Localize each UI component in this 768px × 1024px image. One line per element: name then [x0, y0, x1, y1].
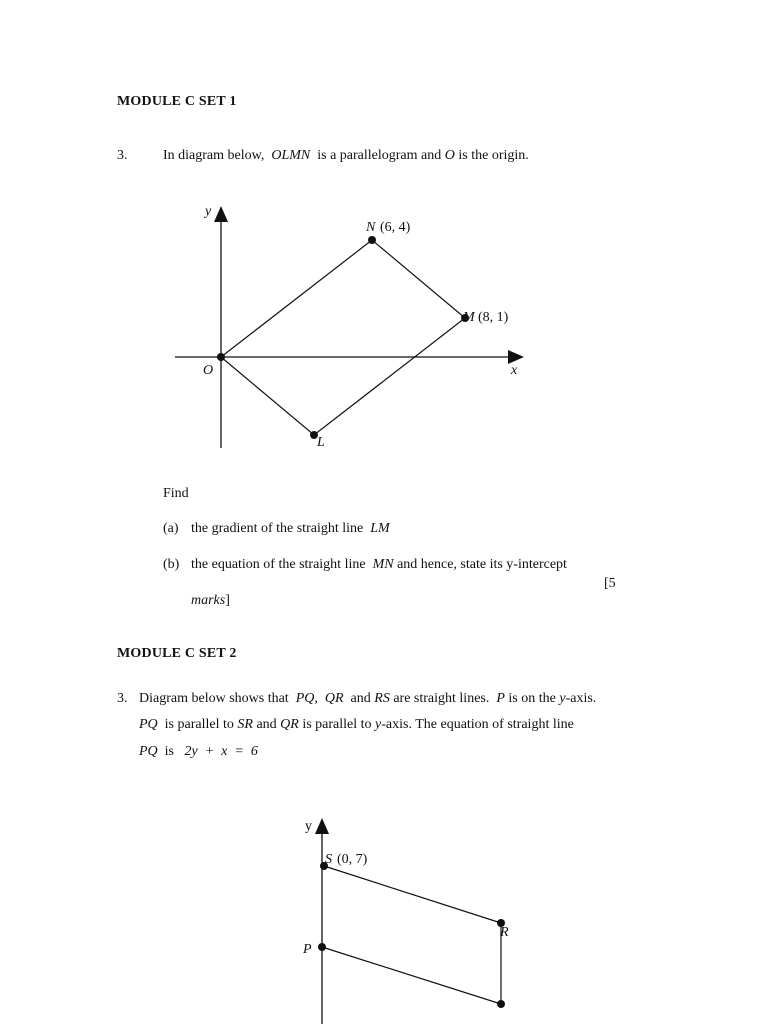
line1-rs: RS	[374, 691, 390, 706]
line1-before: Diagram below shows that	[139, 691, 289, 706]
intro-origin: O	[444, 148, 455, 163]
marks-open: [5	[604, 576, 616, 591]
line2-sr: SR	[237, 717, 253, 732]
line1-is-on: is on the	[508, 691, 556, 706]
n-label: N	[366, 220, 376, 235]
intro-shape: OLMN	[271, 148, 311, 163]
n-coords: (6, 4)	[380, 220, 411, 235]
line2-y: y	[375, 717, 382, 732]
line1-axis: -axis.	[565, 691, 597, 706]
part-a-body: the gradient of the straight line	[191, 521, 364, 536]
line3-is: is	[164, 744, 175, 759]
line1-are: are straight lines.	[393, 691, 490, 706]
line1-y: y	[559, 691, 566, 706]
point-q	[497, 1000, 505, 1008]
r-label: R	[500, 925, 509, 940]
set2-question-number: 3.	[117, 691, 128, 706]
l-label: L	[317, 435, 325, 450]
part-b-line: MN	[372, 557, 394, 572]
x-axis-label: x	[511, 363, 518, 378]
part-b-before: the equation of the straight line	[191, 557, 366, 572]
part-a-line: LM	[370, 521, 390, 536]
line1-qr: QR	[324, 691, 344, 706]
line2-par2: is parallel to	[302, 717, 372, 732]
m-label: M	[463, 310, 475, 325]
set1-question-number: 3.	[117, 148, 128, 163]
line1-comma: ,	[314, 691, 318, 706]
line1-pq: PQ	[295, 691, 315, 706]
marks-close: ]	[225, 593, 230, 608]
set2-heading: MODULE C SET 2	[117, 646, 237, 661]
s-label: S	[325, 852, 332, 867]
intro-after: is the origin.	[458, 148, 529, 163]
line2-rest: -axis. The equation of straight line	[381, 717, 574, 732]
p-label: P	[303, 942, 312, 957]
line3-equation: 2y + x = 6	[184, 744, 258, 759]
line2-pq: PQ	[139, 717, 158, 732]
intro-middle: is a parallelogram and	[317, 148, 442, 163]
line2-qr: QR	[280, 717, 299, 732]
marks-word: marks	[191, 593, 226, 608]
origin-label: O	[203, 363, 214, 378]
part-b-label: (b)	[163, 557, 180, 572]
line2-par1: is parallel to	[164, 717, 234, 732]
part-b-after: and hence, state its y-intercept	[397, 557, 567, 572]
m-coords: (8, 1)	[478, 310, 509, 325]
line3-pq: PQ	[139, 744, 158, 759]
intro-before: In diagram below,	[163, 148, 265, 163]
point-p	[318, 943, 326, 951]
s-coords: (0, 7)	[337, 852, 368, 867]
part-a-label: (a)	[163, 521, 179, 536]
line-pq	[322, 947, 501, 1004]
line1-p: P	[496, 691, 505, 706]
set1-heading: MODULE C SET 1	[117, 94, 237, 109]
line-sr	[324, 866, 501, 923]
line1-and: and	[350, 691, 371, 706]
set2-y-axis-label: y	[305, 819, 312, 834]
y-axis-label: y	[205, 204, 212, 219]
line2-and: and	[256, 717, 277, 732]
set2-y-axis-arrow	[315, 818, 329, 834]
find-label: Find	[163, 486, 189, 501]
